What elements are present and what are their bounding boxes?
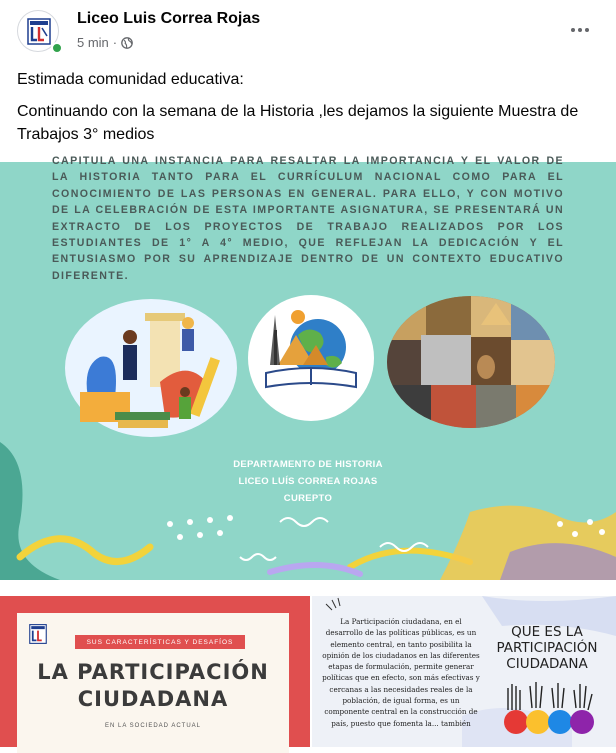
meta-separator: · xyxy=(112,35,118,50)
department-line: DEPARTAMENTO DE HISTORIA xyxy=(233,459,383,470)
online-status-dot xyxy=(51,42,63,54)
history-collage-circle xyxy=(386,295,556,430)
definition-text: La Participación ciudadana, en el desarrollo de las políticas públicas, es un elemento central, en tanto posibilita la opinión de los ciudadanos en las diferentes etapas de formulación, permite generar políticas que en efecto, son más efectivas y cercanas a las necesidades reales de la población, de igual forma, es un componente central en la construcción de país, puesto que fomenta la... también xyxy=(322,617,480,728)
book-globe-circle xyxy=(248,295,374,421)
page-name-link[interactable]: Liceo Luis Correa Rojas xyxy=(77,10,261,27)
school-logo-icon xyxy=(27,18,51,45)
cover-card xyxy=(17,613,289,753)
cover-title-line: LA PARTICIPACIÓN xyxy=(37,660,269,684)
post-message xyxy=(17,68,602,155)
post-paragraph: Continuando con la semana de la Historia ,les dejamos la siguiente Muestra de Trabajos 3° medios xyxy=(17,103,579,143)
post-photo-que-es-participacion[interactable] xyxy=(312,596,616,747)
more-options-dot xyxy=(585,28,589,32)
post-paragraph: Estimada comunidad educativa: xyxy=(17,71,244,88)
post-timestamp[interactable]: 5 min xyxy=(77,35,109,50)
school-logo-icon xyxy=(29,623,47,645)
cover-title xyxy=(17,659,289,713)
department-credit xyxy=(0,456,616,507)
more-options-dot xyxy=(578,28,582,32)
globe-icon[interactable] xyxy=(121,37,133,49)
definition-title-line: PARTICIPACIÓN xyxy=(496,640,598,656)
post-photo-historia[interactable] xyxy=(0,155,616,580)
post-meta xyxy=(77,35,133,50)
cover-subtitle: EN LA SOCIEDAD ACTUAL xyxy=(104,723,202,729)
history-illustration-circle xyxy=(60,297,242,439)
cover-title-line: CIUDADANA xyxy=(77,687,229,711)
more-options-button[interactable] xyxy=(562,16,598,44)
more-options-icon xyxy=(571,28,575,32)
post-header xyxy=(0,0,616,62)
department-line: LICEO LUÍS CORREA ROJAS xyxy=(238,476,378,487)
cover-tag: SUS CARACTERÍSTICAS Y DESAFÍOS xyxy=(75,635,245,649)
definition-title-line: QUE ES LA xyxy=(511,624,583,640)
department-line: CUREPTO xyxy=(283,493,333,504)
raised-hands-illustration xyxy=(498,680,606,740)
definition-title xyxy=(482,624,612,672)
poster-blurb: CAPITULA UNA INSTANCIA PARA RESALTAR LA IMPORTANCIA Y EL VALOR DE LA HISTORIA TANTO PARA EL CURRÍCULUM NACIONAL COMO PARA EL CONOCIMIENTO DE LAS PERSONAS EN GENERAL. PARA ELLO, Y CON MOTIVO DE LA CELEBRACIÓN DE ESTA IMPORTANTE ASIGNATURA, SE PRESENTARÁ UN EXTRACTO DE LOS PROYECTOS DE TRABAJO REALIZADOS POR LOS ESTUDIANTES DE 1° A 4° MEDIO, QUE REFLEJAN LA DEDICACIÓN Y EL ENTUSIASMO POR SU APRENDIZAJE DENTRO DE UN CONTEXTO EDUCATIVO DIFERENTE. xyxy=(52,155,564,282)
definition-title-line: CIUDADANA xyxy=(506,656,588,672)
post-photo-participacion-cover[interactable] xyxy=(0,596,310,747)
